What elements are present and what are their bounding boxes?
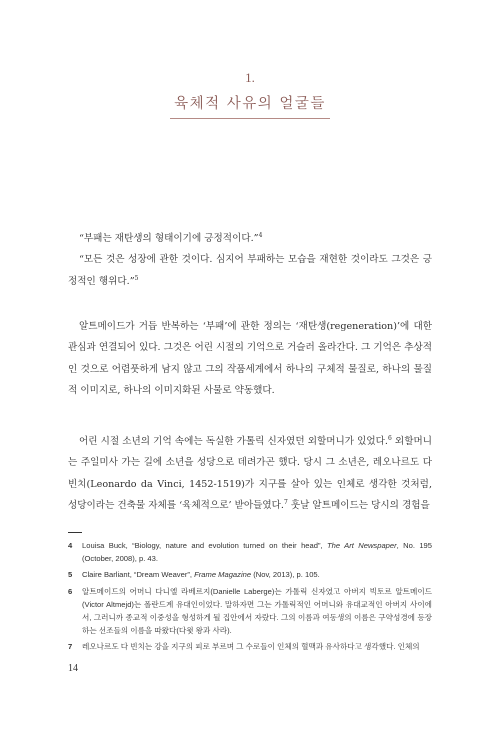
- footnote-publication: Frame Magazine: [194, 570, 252, 580]
- paragraph-1-text: 알트메이드가 거듭 반복하는 ‘부패’에 관한 정의는 ‘재탄생(regeneration)’에 대한 관심과 연결되어 있다. 그것은 어린 시절의 기억으로 거슬러 올라간다. 그 기억은 추상적인 것으로 어렴풋하게 남지 않고 그의 작품세계에서 하나의 구체적 물질로, 하나의 물질적 이미지로, 하나의 이미지화된 사물로 약동했다.: [68, 321, 433, 396]
- footnote-text: 알트메이드의 어머니 다니엘 라베르지(Danielle Laberge)는 가톨릭 신자였고 아버지 빅토르 알트메이드(Victor Altmejd)는 폴란드계 유대인이었다. 말하자면 그는 가톨릭적인 어머니와 유대교적인 아버지 사이에서, 그러니까 종교적 이중성을 형성하게 될 집안에서 자랐다. 그의 이름과 여동생의 이름은 구약성경에 등장하는 선조들의 이름을 따왔다(다윗 왕과 사라).: [82, 586, 432, 636]
- quote-1: [68, 228, 432, 249]
- footnote-6: [68, 585, 432, 638]
- footnote-text-part: (Nov, 2013), p. 105.: [251, 570, 320, 580]
- chapter-title-wrap: [0, 92, 500, 119]
- footnote-ref-6[interactable]: 6: [388, 434, 392, 442]
- footnote-4: [68, 539, 432, 565]
- chapter-number: 1.: [245, 70, 255, 85]
- footnote-number: 6: [68, 586, 73, 596]
- footnote-7: [68, 640, 432, 653]
- footnote-text-part: Claire Barliant, “Dream Weaver”,: [82, 570, 195, 580]
- footnote-ref-7[interactable]: 7: [283, 498, 288, 506]
- epigraph-quotes: [68, 228, 432, 292]
- footnote-ref-4[interactable]: 4: [258, 231, 263, 239]
- page-number: 14: [68, 663, 78, 674]
- footnote-number: 5: [68, 570, 73, 580]
- footnote-text-part: Louisa Buck, “Biology, nature and evolution turned on their head”,: [82, 541, 327, 550]
- quote-1-text: “부패는 재탄생의 형태이기에 긍정적이다.”: [79, 233, 259, 244]
- paragraph-2-part-1: 어린 시절 소년의 기억 속에는 독실한 가톨릭 신자였던 외할머니가 있었다.: [79, 436, 388, 447]
- footnote-number: 4: [68, 541, 73, 550]
- paragraph-2-part-2: 외할머니는 주일미사 가는 길에 소년을 성당으로 데려가곤 했다. 당시 그 소년은, 레오나르도 다 빈치(Leonardo da Vinci, 1452-1519)가 지구를 살아 있는 인체로 생각한 것처럼, 성당이라는 건축물 자체를 ‘육체적으로’ 받아들였다.: [68, 436, 432, 511]
- body-paragraph-1: [68, 316, 432, 401]
- footnote-text: 레오나르도 다 빈치는 강을 지구의 피로 부르며 그 수로들이 인체의 혈맥과 유사하다고 생각했다. 인체의: [82, 642, 420, 652]
- paragraph-2: [68, 431, 432, 516]
- footnote-divider: [68, 532, 82, 533]
- quote-2-text: “모든 것은 성장에 관한 것이다. 심지어 부패하는 모습을 재현한 것이라도 그것은 긍정적인 행위다.”: [68, 254, 432, 287]
- footnote-text: [82, 539, 432, 565]
- paragraph-2-part-3: 훗날 알트메이드는 당시의 경험을: [287, 499, 430, 511]
- footnote-publication: The Art Newspaper: [326, 541, 397, 550]
- footnote-number: 7: [68, 642, 73, 652]
- body-paragraph-2: [68, 431, 432, 516]
- footnote-5: [68, 568, 432, 581]
- chapter-title: 육체적 사유의 얼굴들: [170, 92, 330, 119]
- quote-2: [68, 249, 432, 292]
- footnotes: [68, 539, 432, 657]
- footnote-ref-5[interactable]: 5: [134, 274, 139, 282]
- footnote-text-part: , No. 195 (October, 2008), p. 43.: [82, 541, 433, 564]
- footnote-text: [82, 568, 432, 581]
